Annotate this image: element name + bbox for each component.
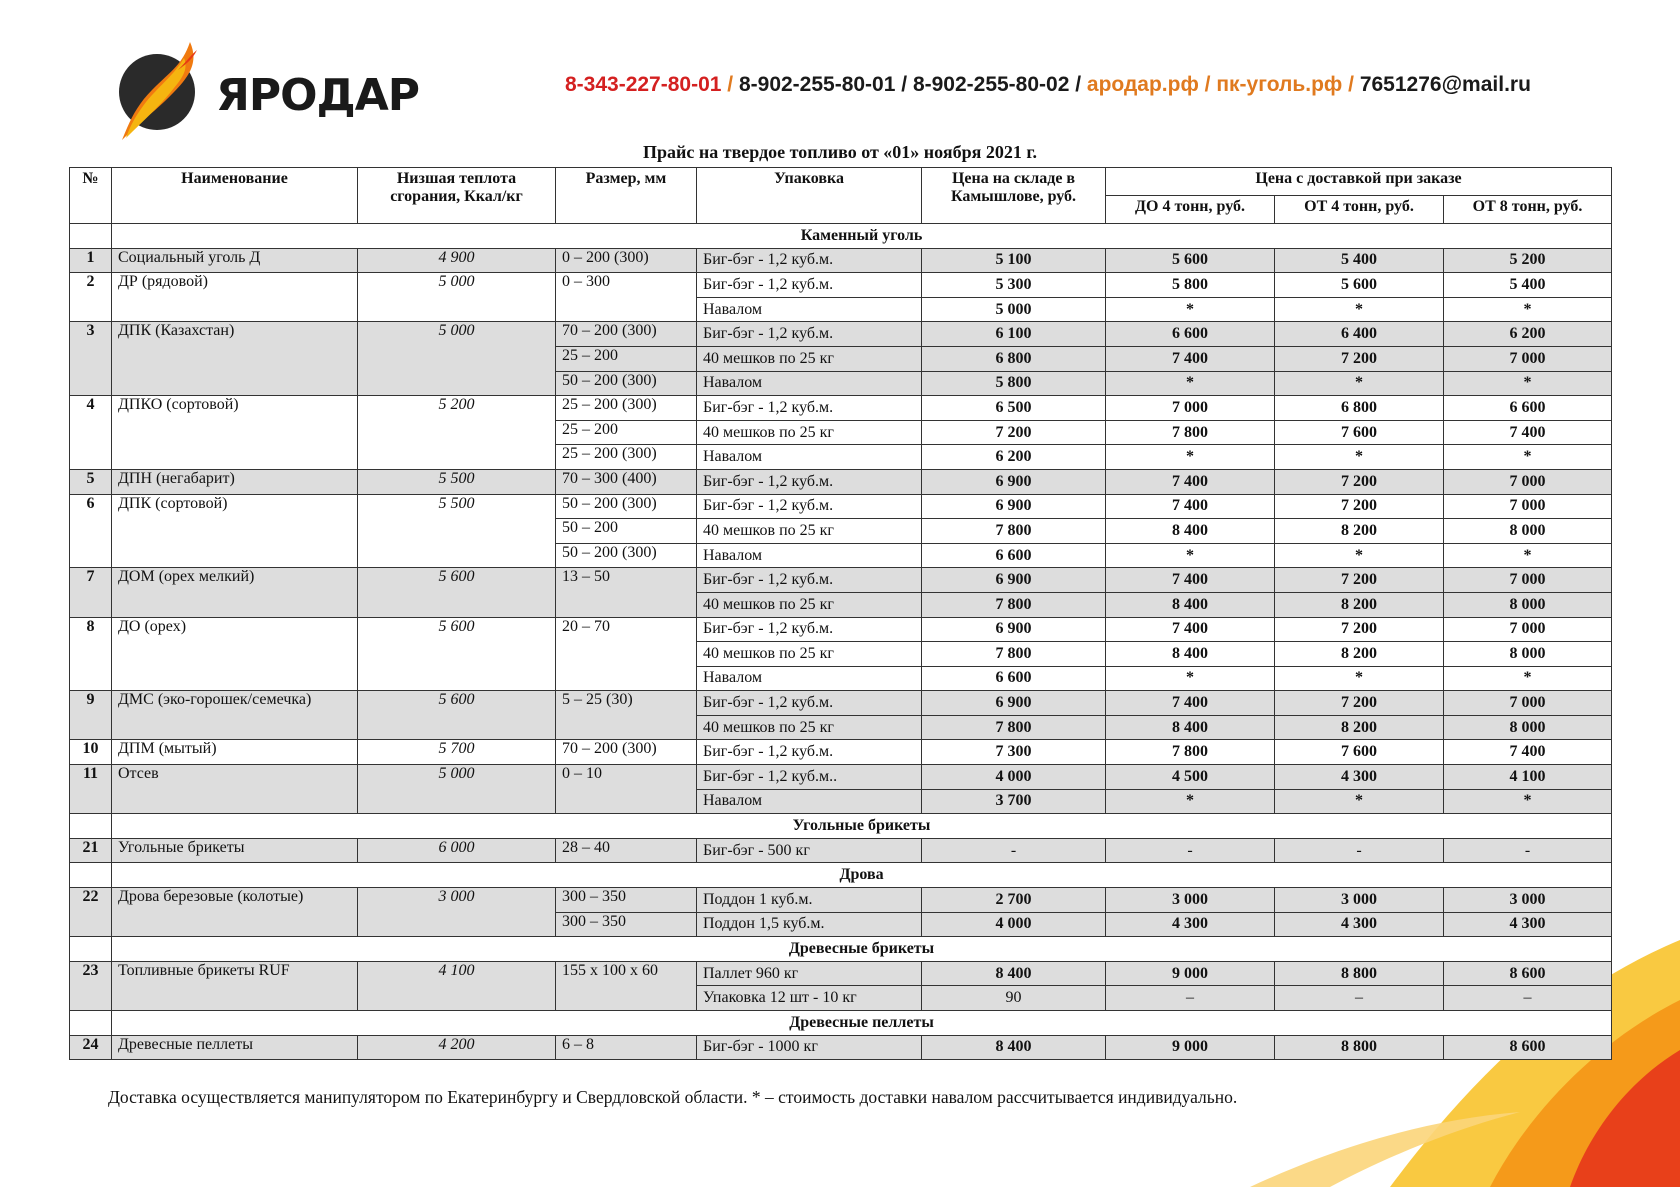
item-size: 0 – 10 <box>556 765 697 814</box>
brand-logo <box>112 40 420 144</box>
item-number: 3 <box>70 322 112 396</box>
item-number: 4 <box>70 396 112 470</box>
item-heat-value: 4 200 <box>358 1035 556 1060</box>
price-warehouse: 7 800 <box>922 519 1106 544</box>
price-delivery-from-8t: 8 600 <box>1444 961 1612 986</box>
item-packaging: Навалом <box>697 789 922 814</box>
item-name: ДПМ (мытый) <box>112 740 358 765</box>
col-pack: Упаковка <box>697 168 922 224</box>
price-delivery-to-4t: 9 000 <box>1106 1035 1275 1060</box>
item-number: 8 <box>70 617 112 691</box>
item-size: 25 – 200 <box>556 420 697 445</box>
table-row <box>70 568 1612 593</box>
item-heat-value: 3 000 <box>358 888 556 937</box>
price-warehouse: 6 100 <box>922 322 1106 347</box>
price-delivery-to-4t: 7 000 <box>1106 396 1275 421</box>
contacts-line <box>565 73 1531 97</box>
price-delivery-to-4t: 5 800 <box>1106 273 1275 298</box>
price-delivery-from-4t: 7 200 <box>1275 691 1444 716</box>
price-warehouse: 7 800 <box>922 592 1106 617</box>
item-number: 24 <box>70 1035 112 1060</box>
price-delivery-from-4t: * <box>1275 371 1444 396</box>
item-number: 1 <box>70 248 112 273</box>
item-size: 50 – 200 <box>556 519 697 544</box>
price-delivery-from-4t: - <box>1275 838 1444 863</box>
item-packaging: Навалом <box>697 543 922 568</box>
price-delivery-from-8t: 7 000 <box>1444 568 1612 593</box>
section-row <box>70 937 1612 962</box>
price-delivery-from-8t: * <box>1444 789 1612 814</box>
item-heat-value: 4 900 <box>358 248 556 273</box>
price-warehouse: 6 200 <box>922 445 1106 470</box>
price-delivery-from-4t: 8 200 <box>1275 592 1444 617</box>
table-row <box>70 888 1612 913</box>
item-packaging: 40 мешков по 25 кг <box>697 592 922 617</box>
item-number: 6 <box>70 494 112 568</box>
price-delivery-to-4t: 7 400 <box>1106 691 1275 716</box>
price-delivery-to-4t: 7 800 <box>1106 740 1275 765</box>
price-delivery-from-8t: * <box>1444 543 1612 568</box>
price-delivery-from-8t: 8 600 <box>1444 1035 1612 1060</box>
item-name: Социальный уголь Д <box>112 248 358 273</box>
phone-2[interactable]: 8-902-255-80-01 <box>738 73 896 96</box>
item-size: 70 – 300 (400) <box>556 469 697 494</box>
item-packaging: Биг-бэг - 1,2 куб.м. <box>697 396 922 421</box>
item-name: Дрова березовые (колотые) <box>112 888 358 937</box>
item-heat-value: 6 000 <box>358 838 556 863</box>
price-delivery-from-4t: 7 200 <box>1275 469 1444 494</box>
price-table-body <box>70 224 1612 1060</box>
item-packaging: 40 мешков по 25 кг <box>697 346 922 371</box>
col-from-4t: ОТ 4 тонн, руб. <box>1275 196 1444 224</box>
item-size: 70 – 200 (300) <box>556 322 697 347</box>
price-delivery-from-4t: * <box>1275 445 1444 470</box>
separator: / <box>1069 73 1087 96</box>
item-packaging: Биг-бэг - 1,2 куб.м. <box>697 322 922 347</box>
table-row <box>70 740 1612 765</box>
price-delivery-to-4t: 7 400 <box>1106 346 1275 371</box>
price-delivery-from-4t: 7 200 <box>1275 494 1444 519</box>
price-delivery-from-8t: 7 000 <box>1444 691 1612 716</box>
price-delivery-from-8t: 6 200 <box>1444 322 1612 347</box>
col-from-8t: ОТ 8 тонн, руб. <box>1444 196 1612 224</box>
email-link[interactable]: 7651276@mail.ru <box>1359 73 1531 96</box>
price-warehouse: 6 900 <box>922 568 1106 593</box>
price-warehouse: 5 300 <box>922 273 1106 298</box>
separator: / <box>721 73 739 96</box>
col-to-4t: ДО 4 тонн, руб. <box>1106 196 1275 224</box>
section-blank <box>70 863 112 888</box>
item-packaging: Биг-бэг - 1000 кг <box>697 1035 922 1060</box>
price-delivery-from-4t: * <box>1275 789 1444 814</box>
section-pellets: Древесные пеллеты <box>112 1011 1612 1036</box>
price-delivery-from-8t: 7 000 <box>1444 346 1612 371</box>
item-packaging: Поддон 1 куб.м. <box>697 888 922 913</box>
item-packaging: Биг-бэг - 1,2 куб.м.. <box>697 765 922 790</box>
table-row <box>70 494 1612 519</box>
item-packaging: 40 мешков по 25 кг <box>697 420 922 445</box>
flame-logo-icon <box>112 40 212 144</box>
price-delivery-to-4t: 8 400 <box>1106 642 1275 667</box>
price-warehouse: 6 900 <box>922 691 1106 716</box>
price-delivery-to-4t: 7 400 <box>1106 469 1275 494</box>
price-delivery-from-8t: 8 000 <box>1444 519 1612 544</box>
price-list-title: Прайс на твердое топливо от «01» ноября 2021 г. <box>643 142 1037 162</box>
table-row <box>70 617 1612 642</box>
item-heat-value: 5 000 <box>358 273 556 322</box>
item-number: 23 <box>70 961 112 1010</box>
price-delivery-from-8t: – <box>1444 986 1612 1011</box>
item-number: 2 <box>70 273 112 322</box>
item-size: 20 – 70 <box>556 617 697 691</box>
price-delivery-from-8t: 8 000 <box>1444 642 1612 667</box>
item-size: 300 – 350 <box>556 912 697 937</box>
price-delivery-from-8t: 8 000 <box>1444 592 1612 617</box>
price-delivery-to-4t: 5 600 <box>1106 248 1275 273</box>
price-delivery-from-4t: 8 200 <box>1275 715 1444 740</box>
price-delivery-from-4t: 8 800 <box>1275 1035 1444 1060</box>
price-delivery-from-8t: * <box>1444 666 1612 691</box>
price-warehouse: 2 700 <box>922 888 1106 913</box>
item-size: 50 – 200 (300) <box>556 543 697 568</box>
separator: / <box>1198 73 1217 96</box>
item-size: 0 – 300 <box>556 273 697 322</box>
item-size: 0 – 200 (300) <box>556 248 697 273</box>
section-wood-briquettes: Древесные брикеты <box>112 937 1612 962</box>
item-heat-value: 5 000 <box>358 322 556 396</box>
col-num: № <box>70 168 112 224</box>
item-name: Древесные пеллеты <box>112 1035 358 1060</box>
item-packaging: Навалом <box>697 297 922 322</box>
price-delivery-from-4t: 5 600 <box>1275 273 1444 298</box>
price-delivery-to-4t: * <box>1106 543 1275 568</box>
price-warehouse: 6 900 <box>922 494 1106 519</box>
item-packaging: Навалом <box>697 445 922 470</box>
price-delivery-from-8t: 5 200 <box>1444 248 1612 273</box>
price-delivery-to-4t: 8 400 <box>1106 519 1275 544</box>
item-packaging: Биг-бэг - 1,2 куб.м. <box>697 691 922 716</box>
item-name: ДПК (Казахстан) <box>112 322 358 396</box>
item-name: ДМС (эко-горошек/семечка) <box>112 691 358 740</box>
item-size: 155 х 100 х 60 <box>556 961 697 1010</box>
table-row <box>70 838 1612 863</box>
site-link-2[interactable]: пк-уголь.рф <box>1216 73 1343 96</box>
price-delivery-to-4t: * <box>1106 297 1275 322</box>
table-row <box>70 322 1612 347</box>
col-name: Наименование <box>112 168 358 224</box>
price-warehouse: 5 000 <box>922 297 1106 322</box>
item-name: ДПК (сортовой) <box>112 494 358 568</box>
item-packaging: Биг-бэг - 1,2 куб.м. <box>697 494 922 519</box>
item-size: 5 – 25 (30) <box>556 691 697 740</box>
price-warehouse: 4 000 <box>922 912 1106 937</box>
item-number: 5 <box>70 469 112 494</box>
item-packaging: Поддон 1,5 куб.м. <box>697 912 922 937</box>
item-name: Топливные брикеты RUF <box>112 961 358 1010</box>
item-heat-value: 5 700 <box>358 740 556 765</box>
price-delivery-to-4t: * <box>1106 445 1275 470</box>
price-delivery-from-4t: 5 400 <box>1275 248 1444 273</box>
price-delivery-from-4t: 7 600 <box>1275 420 1444 445</box>
phone-main[interactable]: 8-343-227-80-01 <box>565 73 722 96</box>
price-delivery-from-8t: 8 000 <box>1444 715 1612 740</box>
price-delivery-from-4t: 8 200 <box>1275 519 1444 544</box>
price-warehouse: 6 800 <box>922 346 1106 371</box>
item-packaging: Биг-бэг - 1,2 куб.м. <box>697 248 922 273</box>
site-link-1[interactable]: ародар.рф <box>1086 73 1199 96</box>
item-number: 7 <box>70 568 112 617</box>
price-delivery-to-4t: 8 400 <box>1106 715 1275 740</box>
price-warehouse: 6 900 <box>922 617 1106 642</box>
section-row <box>70 863 1612 888</box>
section-blank <box>70 1011 112 1036</box>
section-blank <box>70 814 112 839</box>
price-delivery-from-4t: 7 200 <box>1275 346 1444 371</box>
price-warehouse: 3 700 <box>922 789 1106 814</box>
item-size: 50 – 200 (300) <box>556 371 697 396</box>
table-row <box>70 248 1612 273</box>
item-size: 25 – 200 <box>556 346 697 371</box>
price-delivery-from-8t: * <box>1444 445 1612 470</box>
item-packaging: Биг-бэг - 1,2 куб.м. <box>697 568 922 593</box>
phone-3[interactable]: 8-902-255-80-02 <box>912 73 1070 96</box>
price-delivery-from-8t: 4 100 <box>1444 765 1612 790</box>
price-warehouse: 6 900 <box>922 469 1106 494</box>
item-size: 25 – 200 (300) <box>556 396 697 421</box>
price-delivery-to-4t: * <box>1106 371 1275 396</box>
price-delivery-from-4t: 4 300 <box>1275 765 1444 790</box>
item-number: 21 <box>70 838 112 863</box>
col-delivery-group: Цена с доставкой при заказе <box>1106 168 1612 196</box>
item-heat-value: 5 500 <box>358 494 556 568</box>
price-warehouse: 8 400 <box>922 1035 1106 1060</box>
item-heat-value: 5 200 <box>358 396 556 470</box>
table-row <box>70 273 1612 298</box>
price-delivery-to-4t: 3 000 <box>1106 888 1275 913</box>
item-size: 13 – 50 <box>556 568 697 617</box>
item-packaging: 40 мешков по 25 кг <box>697 642 922 667</box>
price-warehouse: - <box>922 838 1106 863</box>
price-delivery-from-4t: 6 400 <box>1275 322 1444 347</box>
item-packaging: 40 мешков по 25 кг <box>697 715 922 740</box>
item-packaging: Навалом <box>697 371 922 396</box>
table-row <box>70 765 1612 790</box>
table-row <box>70 469 1612 494</box>
item-number: 22 <box>70 888 112 937</box>
separator: / <box>1342 73 1360 96</box>
price-delivery-from-8t: 3 000 <box>1444 888 1612 913</box>
item-heat-value: 5 600 <box>358 691 556 740</box>
price-warehouse: 4 000 <box>922 765 1106 790</box>
item-size: 28 – 40 <box>556 838 697 863</box>
price-delivery-to-4t: * <box>1106 789 1275 814</box>
delivery-note: Доставка осуществляется манипулятором по Екатеринбургу и Свердловской области. * – стоимость доставки навалом рассчитывается индивидуально. <box>108 1087 1238 1107</box>
price-delivery-from-4t: 7 200 <box>1275 617 1444 642</box>
table-row <box>70 1035 1612 1060</box>
item-size: 6 – 8 <box>556 1035 697 1060</box>
price-delivery-from-8t: * <box>1444 371 1612 396</box>
price-delivery-from-8t: 7 000 <box>1444 469 1612 494</box>
price-table <box>69 167 1612 1060</box>
price-delivery-to-4t: 9 000 <box>1106 961 1275 986</box>
price-delivery-to-4t: 7 400 <box>1106 494 1275 519</box>
item-name: ДР (рядовой) <box>112 273 358 322</box>
section-blank <box>70 224 112 249</box>
section-coal: Каменный уголь <box>112 224 1612 249</box>
brand-name: ЯРОДАР <box>216 70 420 121</box>
item-number: 10 <box>70 740 112 765</box>
item-packaging: Биг-бэг - 1,2 куб.м. <box>697 617 922 642</box>
price-delivery-to-4t: 7 400 <box>1106 568 1275 593</box>
price-warehouse: 7 800 <box>922 715 1106 740</box>
price-delivery-to-4t: 7 400 <box>1106 617 1275 642</box>
price-delivery-from-4t: * <box>1275 666 1444 691</box>
item-name: Угольные брикеты <box>112 838 358 863</box>
table-row <box>70 396 1612 421</box>
price-warehouse: 8 400 <box>922 961 1106 986</box>
item-number: 11 <box>70 765 112 814</box>
price-delivery-from-4t: – <box>1275 986 1444 1011</box>
price-delivery-from-8t: 7 400 <box>1444 420 1612 445</box>
section-firewood: Дрова <box>112 863 1612 888</box>
price-delivery-to-4t: 8 400 <box>1106 592 1275 617</box>
table-row <box>70 691 1612 716</box>
price-delivery-from-4t: * <box>1275 297 1444 322</box>
price-delivery-to-4t: 4 300 <box>1106 912 1275 937</box>
price-delivery-to-4t: - <box>1106 838 1275 863</box>
section-coal-briquettes: Угольные брикеты <box>112 814 1612 839</box>
item-size: 300 – 350 <box>556 888 697 913</box>
price-delivery-from-8t: 4 300 <box>1444 912 1612 937</box>
item-size: 50 – 200 (300) <box>556 494 697 519</box>
price-delivery-from-4t: * <box>1275 543 1444 568</box>
price-warehouse: 7 300 <box>922 740 1106 765</box>
price-delivery-from-8t: 7 400 <box>1444 740 1612 765</box>
item-packaging: Биг-бэг - 1,2 куб.м. <box>697 273 922 298</box>
price-delivery-from-8t: - <box>1444 838 1612 863</box>
section-blank <box>70 937 112 962</box>
price-delivery-from-4t: 8 800 <box>1275 961 1444 986</box>
price-warehouse: 7 800 <box>922 642 1106 667</box>
price-delivery-from-8t: 5 400 <box>1444 273 1612 298</box>
price-delivery-from-4t: 4 300 <box>1275 912 1444 937</box>
item-packaging: Паллет 960 кг <box>697 961 922 986</box>
section-row <box>70 814 1612 839</box>
item-name: ДПН (негабарит) <box>112 469 358 494</box>
price-warehouse: 6 600 <box>922 543 1106 568</box>
item-name: Отсев <box>112 765 358 814</box>
price-delivery-from-8t: * <box>1444 297 1612 322</box>
price-warehouse: 90 <box>922 986 1106 1011</box>
item-name: ДПКО (сортовой) <box>112 396 358 470</box>
item-packaging: Навалом <box>697 666 922 691</box>
price-delivery-to-4t: – <box>1106 986 1275 1011</box>
price-delivery-from-8t: 6 600 <box>1444 396 1612 421</box>
price-warehouse: 7 200 <box>922 420 1106 445</box>
price-delivery-from-4t: 8 200 <box>1275 642 1444 667</box>
price-delivery-from-4t: 7 600 <box>1275 740 1444 765</box>
col-warehouse-price: Цена на складе в Камышлове, руб. <box>922 168 1106 224</box>
item-packaging: 40 мешков по 25 кг <box>697 519 922 544</box>
item-heat-value: 5 500 <box>358 469 556 494</box>
item-packaging: Биг-бэг - 500 кг <box>697 838 922 863</box>
col-heat: Низшая теплота сгорания, Ккал/кг <box>358 168 556 224</box>
price-delivery-from-8t: 7 000 <box>1444 494 1612 519</box>
price-delivery-from-4t: 3 000 <box>1275 888 1444 913</box>
price-warehouse: 6 500 <box>922 396 1106 421</box>
item-heat-value: 5 600 <box>358 617 556 691</box>
price-delivery-to-4t: 4 500 <box>1106 765 1275 790</box>
item-packaging: Биг-бэг - 1,2 куб.м. <box>697 469 922 494</box>
item-size: 25 – 200 (300) <box>556 445 697 470</box>
item-size: 70 – 200 (300) <box>556 740 697 765</box>
price-delivery-from-4t: 6 800 <box>1275 396 1444 421</box>
item-heat-value: 4 100 <box>358 961 556 1010</box>
price-delivery-from-4t: 7 200 <box>1275 568 1444 593</box>
item-number: 9 <box>70 691 112 740</box>
price-delivery-to-4t: 7 800 <box>1106 420 1275 445</box>
price-delivery-to-4t: 6 600 <box>1106 322 1275 347</box>
section-row <box>70 224 1612 249</box>
separator: / <box>895 73 913 96</box>
price-warehouse: 6 600 <box>922 666 1106 691</box>
item-packaging: Биг-бэг - 1,2 куб.м. <box>697 740 922 765</box>
price-warehouse: 5 800 <box>922 371 1106 396</box>
col-size: Размер, мм <box>556 168 697 224</box>
item-heat-value: 5 600 <box>358 568 556 617</box>
item-name: ДО (орех) <box>112 617 358 691</box>
price-warehouse: 5 100 <box>922 248 1106 273</box>
price-delivery-to-4t: * <box>1106 666 1275 691</box>
item-heat-value: 5 000 <box>358 765 556 814</box>
item-name: ДОМ (орех мелкий) <box>112 568 358 617</box>
table-row <box>70 961 1612 986</box>
section-row <box>70 1011 1612 1036</box>
item-packaging: Упаковка 12 шт - 10 кг <box>697 986 922 1011</box>
price-delivery-from-8t: 7 000 <box>1444 617 1612 642</box>
